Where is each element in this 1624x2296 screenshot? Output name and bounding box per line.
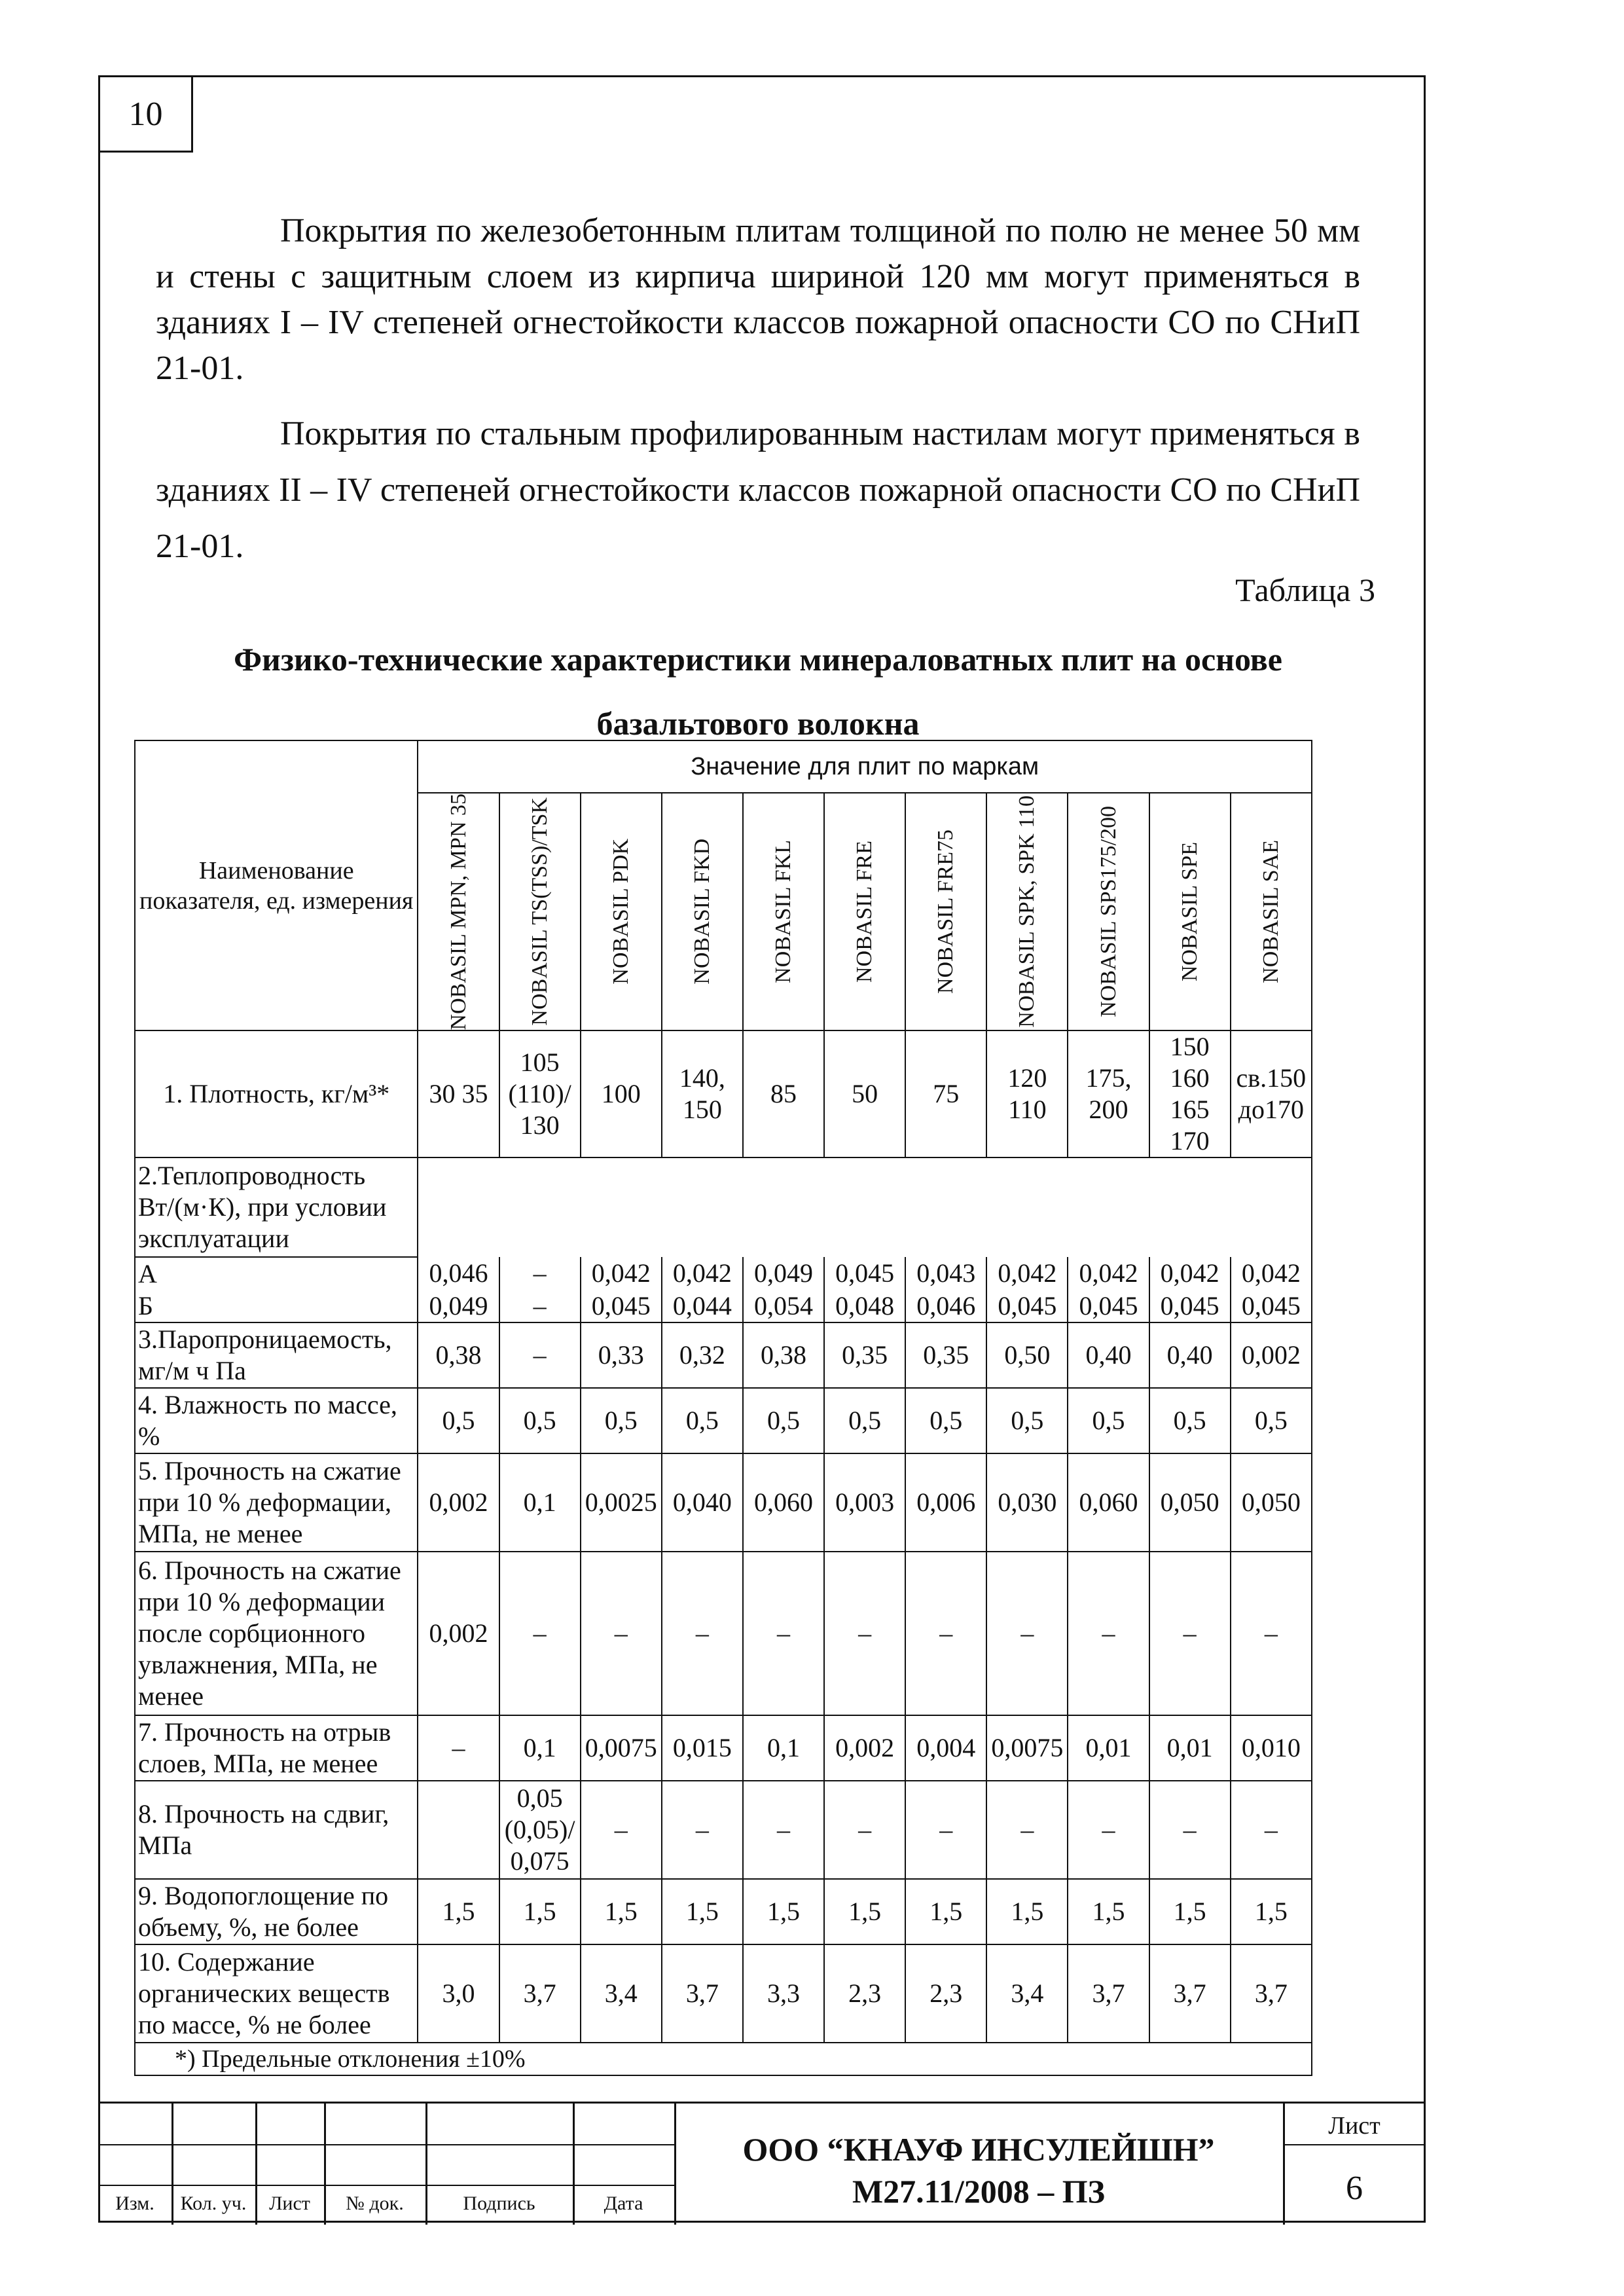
cell: 0,33 (581, 1322, 662, 1388)
brand-header: NOBASIL PDK (608, 839, 633, 985)
cell: 0,049 (418, 1290, 499, 1322)
row-name: 9. Водопоглощение по объему, %, не более (135, 1879, 418, 1944)
cell: 0,40 (1068, 1322, 1149, 1388)
cell: – (1068, 1552, 1149, 1715)
col-label-kol-uch: Кол. уч. (180, 2193, 247, 2214)
cell: 0,002 (1231, 1322, 1312, 1388)
cell: – (824, 1781, 905, 1879)
col-label-date: Дата (604, 2193, 643, 2214)
cell: 1,5 (1231, 1879, 1312, 1944)
table-title-line1: Физико-технические характеристики минераловатных плит на основе (234, 641, 1282, 678)
cell: 0,060 (1068, 1453, 1149, 1552)
cell: – (581, 1552, 662, 1715)
cell: 0,003 (824, 1453, 905, 1552)
cell: – (418, 1715, 499, 1781)
sheet-number: 6 (1346, 2170, 1363, 2207)
cell: – (1231, 1781, 1312, 1879)
organization-name: ООО “КНАУФ ИНСУЛЕЙШН” (742, 2131, 1215, 2168)
cell: 3,7 (662, 1944, 743, 2043)
cell: 0,0075 (986, 1715, 1068, 1781)
brand-header: NOBASIL FKL (771, 840, 795, 984)
paragraph-1: Покрытия по железобетонным плитам толщиной по полю не менее 50 мм и стены с защитным слоем из кирпича шириной 120 мм могут применяться в зданиях I – IV степеней огнестойкости классов пожарной опасности СО по СНиП 21-01. (156, 212, 1360, 387)
cell: – (499, 1552, 581, 1715)
values-header: Значение для плит по маркам (418, 740, 1312, 793)
cell: 0,040 (662, 1453, 743, 1552)
cell: – (662, 1552, 743, 1715)
cell: 1,5 (1149, 1879, 1231, 1944)
cell: 0,5 (418, 1388, 499, 1453)
cell: 3,4 (986, 1944, 1068, 2043)
cell: 0,045 (1149, 1290, 1231, 1322)
spec-table (134, 740, 1312, 2076)
cell: – (1149, 1781, 1231, 1879)
table-row (135, 1388, 1312, 1453)
cell: – (499, 1290, 581, 1322)
table-title (156, 627, 1360, 756)
table-row (135, 1453, 1312, 1552)
cell: 0,32 (662, 1322, 743, 1388)
table-row-a (135, 1257, 1312, 1290)
brand-header: NOBASIL SAE (1258, 840, 1283, 984)
cell: 0,01 (1068, 1715, 1149, 1781)
brand-header: NOBASIL SPK, SPK 110 (1015, 795, 1039, 1029)
cell: – (905, 1781, 986, 1879)
cell: 0,045 (1231, 1290, 1312, 1322)
cell: 0,030 (986, 1453, 1068, 1552)
table-row (135, 1552, 1312, 1715)
cell: 0,002 (418, 1552, 499, 1715)
cell: 100 (581, 1030, 662, 1157)
table-row-b (135, 1290, 1312, 1322)
organization-block (674, 2128, 1283, 2212)
row-name: 4. Влажность по массе, % (135, 1388, 418, 1453)
cell: 0,35 (905, 1322, 986, 1388)
table-row (135, 1715, 1312, 1781)
cell: 0,043 (905, 1257, 986, 1290)
row-name: 6. Прочность на сжатие при 10 % деформации после сорбционного увлажнения, МПа, не менее (135, 1552, 418, 1715)
cell: – (986, 1781, 1068, 1879)
row-name: 3.Паропроницаемость, мг/м ч Па (135, 1322, 418, 1388)
cell: 0,5 (986, 1388, 1068, 1453)
cell: 30 35 (418, 1030, 499, 1157)
cell: 3,3 (743, 1944, 824, 2043)
cell: 0,5 (1149, 1388, 1231, 1453)
cell: – (581, 1781, 662, 1879)
cell: – (824, 1552, 905, 1715)
cell: 1,5 (418, 1879, 499, 1944)
cell: 0,045 (581, 1290, 662, 1322)
cell: 0,5 (581, 1388, 662, 1453)
cell: 0,5 (1231, 1388, 1312, 1453)
table-row (135, 1781, 1312, 1879)
row-name: 1. Плотность, кг/м³* (135, 1030, 418, 1157)
cell: 75 (905, 1030, 986, 1157)
cell: 3,0 (418, 1944, 499, 2043)
cell: – (905, 1552, 986, 1715)
sheet-label: Лист (1328, 2112, 1380, 2140)
cell: 0,045 (824, 1257, 905, 1290)
col-label-izm: Изм. (115, 2193, 154, 2214)
table-row (135, 1879, 1312, 1944)
cell: 0,1 (499, 1715, 581, 1781)
cell: 1,5 (581, 1879, 662, 1944)
cell: 0,045 (986, 1290, 1068, 1322)
row-name: 8. Прочность на сдвиг, МПа (135, 1781, 418, 1879)
cell: 1,5 (905, 1879, 986, 1944)
cell: 0,006 (905, 1453, 986, 1552)
cell: 3,7 (499, 1944, 581, 2043)
table-row (135, 1157, 1312, 1257)
cell: 1,5 (499, 1879, 581, 1944)
cell: 0,5 (662, 1388, 743, 1453)
cell: 50 (824, 1030, 905, 1157)
cell: 1,5 (743, 1879, 824, 1944)
col-label-signature: Подпись (463, 2193, 535, 2214)
cell: 3,4 (581, 1944, 662, 2043)
row-name: 5. Прочность на сжатие при 10 % деформации, МПа, не менее (135, 1453, 418, 1552)
col-label-list: Лист (269, 2193, 310, 2214)
cell: 0,5 (743, 1388, 824, 1453)
cell: 0,0075 (581, 1715, 662, 1781)
cell: – (743, 1781, 824, 1879)
brand-header: NOBASIL FRE (852, 841, 877, 983)
cell: 0,5 (1068, 1388, 1149, 1453)
cell: 140, 150 (662, 1030, 743, 1157)
cell: 3,7 (1149, 1944, 1231, 2043)
row-sub: Б (135, 1290, 418, 1322)
cell: 0,050 (1231, 1453, 1312, 1552)
param-header: Наименование показателя, ед. измерения (135, 740, 418, 1030)
cell: – (499, 1257, 581, 1290)
cell: 3,7 (1231, 1944, 1312, 2043)
table-footnote: *) Предельные отклонения ±10% (135, 2043, 1312, 2075)
cell: 0,060 (743, 1453, 824, 1552)
cell: 175, 200 (1068, 1030, 1149, 1157)
cell: 0,38 (743, 1322, 824, 1388)
cell: 0,054 (743, 1290, 824, 1322)
table-title-line2: базальтового волокна (596, 705, 920, 742)
cell: 0,002 (418, 1453, 499, 1552)
table-row (135, 1030, 1312, 1157)
cell: – (743, 1552, 824, 1715)
cell: 0,5 (905, 1388, 986, 1453)
cell: 0,01 (1149, 1715, 1231, 1781)
cell: 0,002 (824, 1715, 905, 1781)
row-name: 7. Прочность на отрыв слоев, МПа, не менее (135, 1715, 418, 1781)
cell: 0,042 (581, 1257, 662, 1290)
cell: 0,40 (1149, 1322, 1231, 1388)
cell: – (499, 1322, 581, 1388)
title-block (98, 2102, 1426, 2225)
document-code: М27.11/2008 – ПЗ (852, 2173, 1106, 2210)
cell: 1,5 (1068, 1879, 1149, 1944)
brand-header: NOBASIL TS(TSS)/TSK (527, 797, 552, 1027)
cell: 0,5 (499, 1388, 581, 1453)
cell: св.150 до170 (1231, 1030, 1312, 1157)
row-sub: А (135, 1257, 418, 1290)
cell: 1,5 (662, 1879, 743, 1944)
cell: 0,042 (1068, 1257, 1149, 1290)
brand-header: NOBASIL SPS175/200 (1096, 806, 1121, 1018)
cell: 0,046 (418, 1257, 499, 1290)
cell (418, 1781, 499, 1879)
cell: 0,1 (499, 1453, 581, 1552)
cell: 0,049 (743, 1257, 824, 1290)
cell: 0,015 (662, 1715, 743, 1781)
cell: 0,010 (1231, 1715, 1312, 1781)
cell: – (986, 1552, 1068, 1715)
table-row (135, 1322, 1312, 1388)
cell: 0,1 (743, 1715, 824, 1781)
cell: – (1231, 1552, 1312, 1715)
col-label-doc-num: № док. (346, 2193, 404, 2214)
cell: 0,0025 (581, 1453, 662, 1552)
cell: 0,042 (1231, 1257, 1312, 1290)
cell: 0,045 (1068, 1290, 1149, 1322)
cell: – (662, 1781, 743, 1879)
cell: 0,05 (0,05)/ 0,075 (499, 1781, 581, 1879)
cell: 120 110 (986, 1030, 1068, 1157)
brand-header: NOBASIL MPN, MPN 35 (446, 793, 471, 1030)
cell: 1,5 (824, 1879, 905, 1944)
cell: 0,042 (986, 1257, 1068, 1290)
cell: 0,050 (1149, 1453, 1231, 1552)
cell: 85 (743, 1030, 824, 1157)
cell: 0,042 (662, 1257, 743, 1290)
cell: 105 (110)/ 130 (499, 1030, 581, 1157)
cell: 150 160 165 170 (1149, 1030, 1231, 1157)
paragraph-2: Покрытия по стальным профилированным настилам могут применяться в зданиях II – IV степеней огнестойкости классов пожарной опасности СО по СНиП 21-01. (156, 415, 1360, 565)
brand-header: NOBASIL SPE (1177, 842, 1202, 982)
cell: 0,042 (1149, 1257, 1231, 1290)
cell: 0,048 (824, 1290, 905, 1322)
table-row (135, 1944, 1312, 2043)
cell: 3,7 (1068, 1944, 1149, 2043)
table-label: Таблица 3 (1235, 572, 1375, 608)
brand-header: NOBASIL FKD (689, 839, 714, 985)
row-name: 10. Содержание органических веществ по массе, % не более (135, 1944, 418, 2043)
cell: 1,5 (986, 1879, 1068, 1944)
cell: 0,38 (418, 1322, 499, 1388)
cell: – (1068, 1781, 1149, 1879)
row-name: 2.Теплопроводность Вт/(м·К), при условии эксплуатации (135, 1157, 418, 1257)
cell: 2,3 (824, 1944, 905, 2043)
cell: – (1149, 1552, 1231, 1715)
page-number: 10 (98, 75, 193, 153)
cell: 0,046 (905, 1290, 986, 1322)
cell: 2,3 (905, 1944, 986, 2043)
brand-header: NOBASIL FRE75 (933, 829, 958, 994)
cell: 0,35 (824, 1322, 905, 1388)
cell: 0,044 (662, 1290, 743, 1322)
cell: 0,5 (824, 1388, 905, 1453)
cell: 0,50 (986, 1322, 1068, 1388)
cell: 0,004 (905, 1715, 986, 1781)
